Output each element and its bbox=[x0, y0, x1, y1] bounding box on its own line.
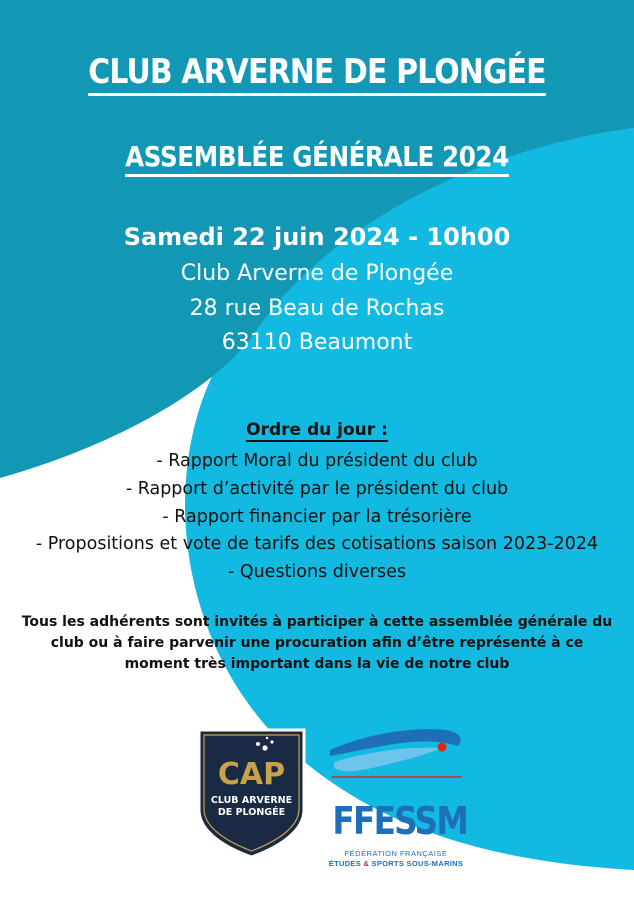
list-item: - Rapport financier par la trésorière bbox=[162, 506, 472, 527]
ffessm-tagline: FÉDÉRATION FRANÇAISE bbox=[344, 849, 448, 858]
agenda-title: Ordre du jour : bbox=[246, 420, 388, 440]
list-item: - Rapport Moral du président du club bbox=[156, 451, 478, 471]
agenda-list bbox=[0, 448, 634, 587]
wave-icon bbox=[322, 716, 470, 796]
cap-line2: DE PLONGÉE bbox=[217, 807, 286, 818]
ffessm-acronym: FFESSM bbox=[332, 799, 468, 843]
address-line: 63110 Beaumont bbox=[221, 330, 413, 355]
invitation-text: Tous les adhérents sont invités à participer à cette assemblée générale du club ou à faire parvenir une procuration afin d’être représenté à ce moment très important dans la vie de notre club bbox=[21, 614, 613, 672]
list-item: - Propositions et vote de tarifs des cotisations saison 2023-2024 bbox=[35, 534, 599, 555]
cap-line1: CLUB ARVERNE bbox=[210, 795, 293, 806]
club-title: CLUB ARVERNE DE PLONGÉE bbox=[38, 52, 596, 92]
cap-logo bbox=[195, 726, 308, 860]
address-line: Club Arverne de Plongée bbox=[180, 261, 454, 286]
ffessm-logo bbox=[322, 716, 470, 872]
ffessm-tagline-2: ÉTUDES & SPORTS SOUS-MARINS bbox=[328, 859, 464, 868]
list-item: - Rapport d’activité par le président du club bbox=[125, 478, 509, 499]
event-date: Samedi 22 juin 2024 - 10h00 bbox=[123, 223, 511, 251]
cap-acronym: CAP bbox=[217, 757, 286, 792]
assembly-title: ASSEMBLÉE GÉNÉRALE 2024 bbox=[38, 140, 596, 173]
list-item: - Questions diverses bbox=[227, 562, 407, 583]
address-line: 28 rue Beau de Rochas bbox=[189, 296, 445, 321]
